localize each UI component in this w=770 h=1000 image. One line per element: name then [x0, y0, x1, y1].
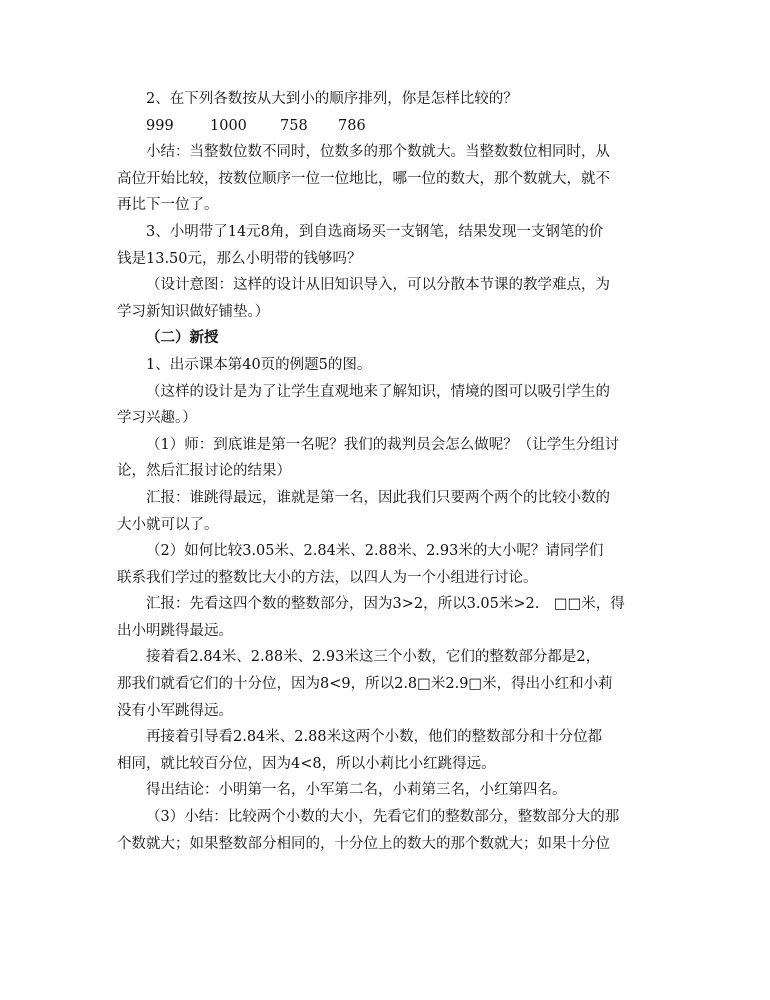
paragraph-line: 小结：当整数位数不同时，位数多的那个数就大。当整数数位相同时，从: [146, 144, 610, 161]
paragraph-line: 出小明跳得最远。: [117, 622, 233, 639]
document-body: [117, 86, 657, 857]
section-heading: （二）新授: [146, 329, 219, 347]
paragraph-line: 接着看2.84米、2.88米、2.93米这三个小数，它们的整数部分都是2，: [146, 649, 601, 666]
paragraph-line: 那我们就看它们的十分位，因为8<9，所以2.8□米2.9□米，得出小红和小莉: [117, 676, 613, 693]
paragraph-line: 2、在下列各数按从大到小的顺序排列，你是怎样比较的？: [146, 91, 518, 107]
paragraph-line: 没有小军跳得远。: [117, 702, 233, 719]
paragraph-line: 学习兴趣。）: [117, 410, 197, 427]
paragraph-line: （这样的设计是为了让学生直观地来了解知识，情境的图可以吸引学生的: [146, 383, 610, 400]
paragraph-line: 再接着引导看2.84米、2.88米这两个小数，他们的整数部分和十分位都: [146, 729, 603, 746]
paragraph-line: 论，然后汇报讨论的结果）: [117, 463, 291, 480]
paragraph-line: 学习新知识做好铺垫。）: [117, 303, 270, 320]
paragraph-line: 3、小明带了14元8角，到自选商场买一支钢笔，结果发现一支钢笔的价: [146, 223, 604, 240]
paragraph-line: 汇报：先看这四个数的整数部分，因为3>2，所以3.05米>2. □□米，得: [146, 596, 625, 613]
paragraph-line: 个数就大；如果整数部分相同的，十分位上的数大的那个数就大；如果十分位: [117, 835, 610, 852]
paragraph-line: 高位开始比较，按数位顺序一位一位地比，哪一位的数大，那个数就大，就不: [117, 170, 610, 187]
paragraph-line: 1、出示课本第40页的例题5的图。: [146, 356, 372, 373]
number-value: 1000: [210, 117, 247, 134]
number-value: 758: [280, 117, 308, 134]
paragraph-line: （2）如何比较3.05米、2.84米、2.88米、2.93米的大小呢？请同学们: [146, 543, 604, 560]
number-value: 999: [146, 117, 174, 134]
paragraph-line: 钱是13.50元，那么小明带的钱够吗？: [117, 250, 362, 267]
paragraph-line: （1）师：到底谁是第一名呢？我们的裁判员会怎么做呢？（让学生分组讨: [146, 436, 620, 453]
paragraph-line: 得出结论：小明第一名，小军第二名，小莉第三名，小红第四名。: [146, 782, 567, 799]
paragraph-line: （3）小结：比较两个小数的大小，先看它们的整数部分，整数部分大的那: [146, 809, 620, 826]
paragraph-line: 联系我们学过的整数比大小的方法，以四人为一个小组进行讨论。: [117, 569, 538, 586]
number-list: [117, 113, 657, 140]
paragraph-line: 大小就可以了。: [117, 516, 219, 533]
paragraph-line: 再比下一位了。: [117, 197, 219, 214]
paragraph-line: 相同，就比较百分位，因为4<8，所以小莉比小红跳得远。: [117, 755, 496, 772]
number-value: 786: [338, 117, 366, 134]
paragraph-line: （设计意图：这样的设计从旧知识导入，可以分散本节课的教学难点，为: [146, 277, 610, 294]
paragraph-line: 汇报：谁跳得最远，谁就是第一名，因此我们只要两个两个的比较小数的: [146, 489, 610, 506]
